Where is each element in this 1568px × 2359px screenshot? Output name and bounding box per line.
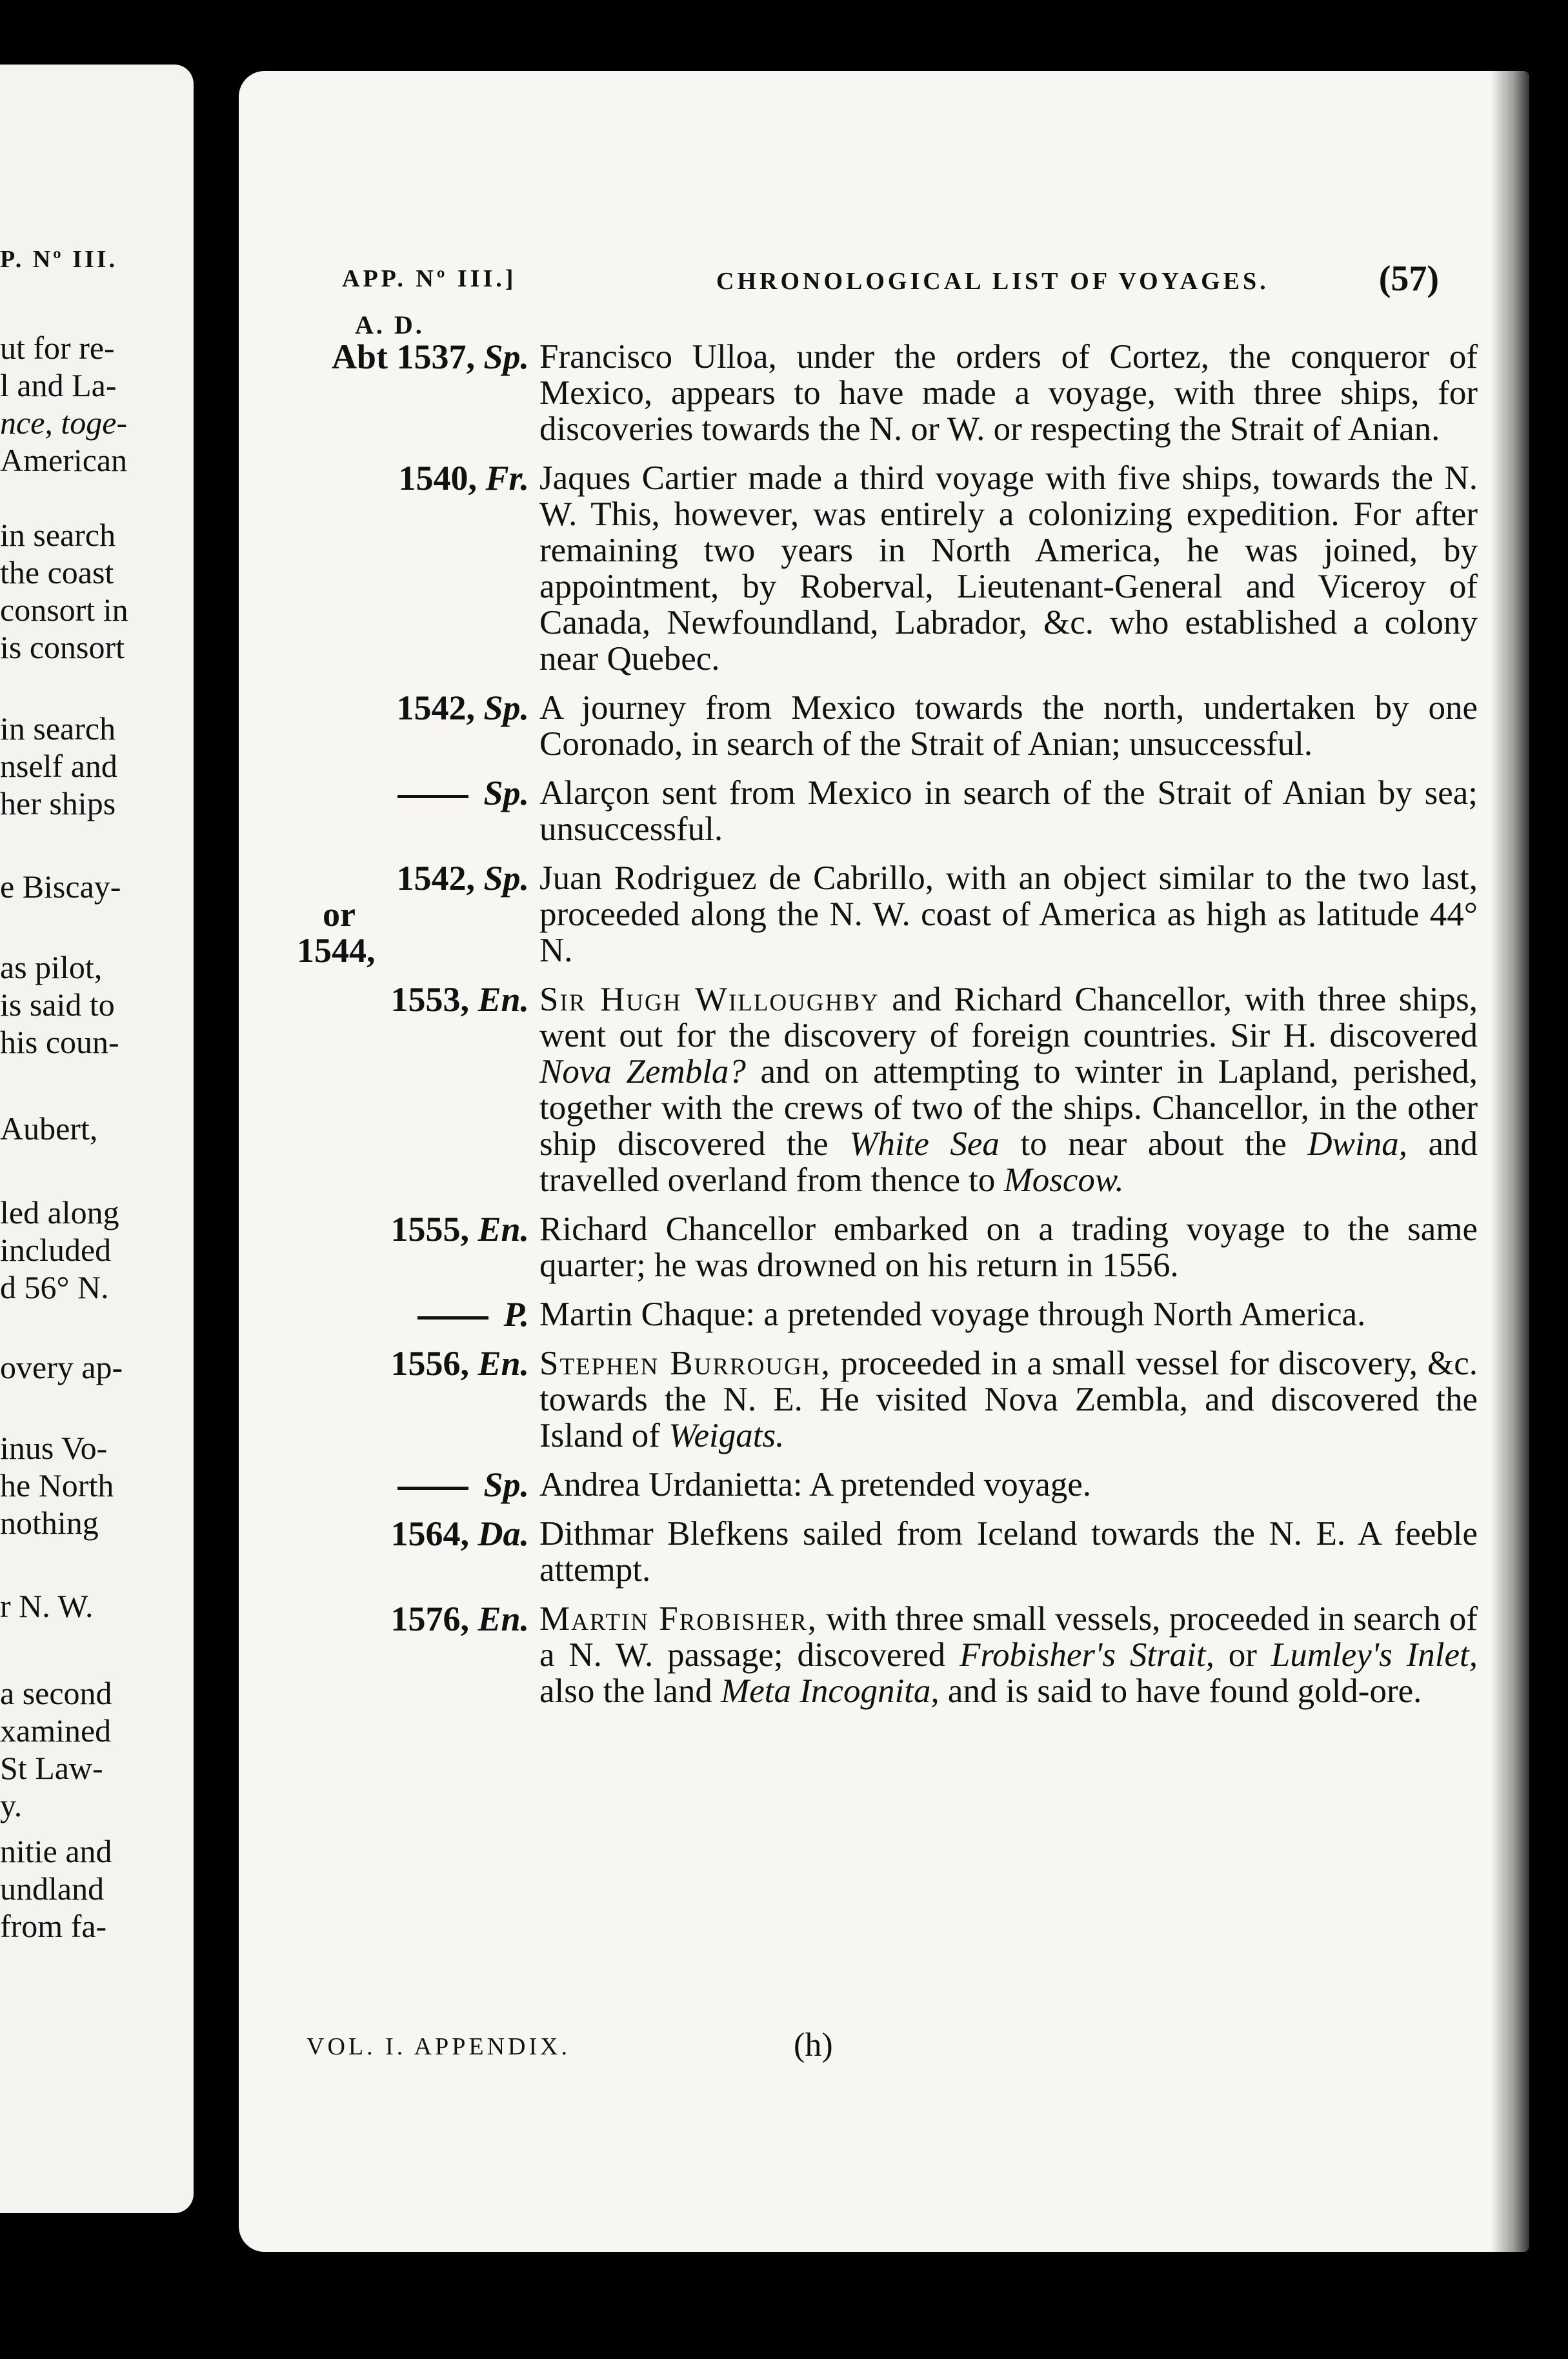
left-page-line: is said to (0, 987, 115, 1023)
entry-text-part: proceeded in a small vessel for discovery, &c. towards the N. E. He visited Nova Zembla, and discovered the Island of (539, 1345, 1478, 1454)
left-page-line: he North (0, 1467, 114, 1503)
entry-year: 1553, (390, 980, 469, 1019)
entry-date (297, 690, 539, 726)
entry-date (297, 860, 539, 969)
voyage-entry (297, 690, 1478, 762)
voyage-entry (297, 1467, 1478, 1503)
left-page-line: overy ap- (0, 1349, 123, 1385)
running-header (342, 258, 1439, 310)
voyage-entry (297, 981, 1478, 1198)
left-page-line: d 56° N. (0, 1269, 109, 1305)
entry-place: Nova Zembla? (539, 1053, 746, 1090)
main-page (239, 71, 1529, 2252)
left-page-fragment (0, 65, 194, 2213)
page-edge (1491, 71, 1529, 2252)
left-page-line: led along (0, 1194, 119, 1230)
entry-date (297, 775, 539, 811)
left-page-line: nce, toge- (0, 405, 128, 441)
entry-text: Dithmar Blefkens sailed from Iceland towards the N. E. A feeble attempt. (539, 1515, 1478, 1589)
entry-nation: Sp. (483, 688, 529, 727)
entry-text-part: and on attempting to winter in Lapland, perished, together with the crews of two of the ships. Chancellor, in the other ship discovered the (539, 1053, 1478, 1163)
left-page-line: undland (0, 1871, 105, 1907)
ditto-dash (397, 1487, 468, 1490)
left-page-line: consort in (0, 592, 128, 628)
entry-date (297, 1467, 539, 1503)
entry-text: A journey from Mexico towards the north, undertaken by one Coronado, in search of the Strait of Anian; unsuccessful. (539, 689, 1478, 763)
entry-person: Stephen Burrough, (539, 1345, 831, 1382)
left-page-line: St Law- (0, 1750, 103, 1786)
entry-text: Francisco Ulloa, under the orders of Cortez, the conqueror of Mexico, appears to have made a voyage, with three ships, for discoveries towards the N. or W. or respecting the Strait of Anian. (539, 338, 1478, 448)
voyage-entry (297, 1601, 1478, 1709)
voyage-entry (297, 1211, 1478, 1283)
entry-date (297, 1211, 539, 1247)
entry-text: Alarçon sent from Mexico in search of the Strait of Anian by sea; unsuccessful. (539, 774, 1478, 848)
entry-text-part: to near about the (999, 1125, 1308, 1163)
entry-text-part: also the land (539, 1672, 721, 1710)
entry-year-alt: 1544, (297, 931, 376, 970)
left-page-line: his coun- (0, 1024, 119, 1060)
entry-nation: Sp. (483, 774, 529, 812)
entry-year: 1542, (396, 688, 475, 727)
entry-place: Moscow. (1003, 1161, 1124, 1199)
appendix-label: APP. Nº III.] (342, 265, 517, 292)
left-page-line: ut for re- (0, 330, 115, 366)
entry-or: or (323, 895, 356, 934)
entry-text-part: and travelled overland from thence to (539, 1125, 1478, 1199)
entry-text: Jaques Cartier made a third voyage with five ships, towards the N. W. This, however, was entirely a colonizing expedition. For after remaining two years in North America, he was joined, by appointment, by Roberval, Lieutenant-General and Viceroy of Canada, Newfoundland, Labrador, &c. who established a colony near Quebec. (539, 459, 1478, 678)
entry-nation: En. (477, 980, 529, 1019)
signature-mark: (h) (794, 2027, 833, 2063)
entry-date (297, 460, 539, 496)
entry-text (539, 1345, 1478, 1454)
entry-year: 1542, (396, 859, 475, 898)
entry-nation: P. (503, 1295, 529, 1334)
entry-year: 1576, (390, 1600, 469, 1638)
entry-text-part: and Richard Chancellor, with three ships, went out for the discovery of foreign countries. Sir H. discovered (539, 981, 1478, 1054)
entry-year: 1540, (398, 459, 477, 497)
voyage-entry (297, 1345, 1478, 1454)
left-page-line: r N. W. (0, 1588, 94, 1624)
page-title: CHRONOLOGICAL LIST OF VOYAGES. (716, 268, 1269, 295)
left-page-line: e Biscay- (0, 868, 121, 905)
entry-place: Weigats. (668, 1417, 785, 1454)
left-page-line: in search (0, 710, 116, 747)
entry-nation: En. (477, 1600, 529, 1638)
left-page-header: P. Nº III. (0, 246, 118, 273)
entry-text-part: with three small vessels, proceeded in search of a N. W. passage; discovered (539, 1600, 1478, 1674)
entry-text (539, 1601, 1478, 1709)
ditto-dash (417, 1316, 488, 1320)
entry-place: White Sea (849, 1125, 1000, 1163)
entry-year: 1555, (390, 1210, 469, 1249)
entry-text: Andrea Urdanietta: A pretended voyage. (539, 1466, 1092, 1503)
voyage-entry (297, 1516, 1478, 1588)
entry-text-part: or (1214, 1636, 1271, 1674)
left-page-line: nitie and (0, 1833, 112, 1869)
voyage-entry (297, 860, 1478, 969)
entry-date (297, 1296, 539, 1332)
left-page-line: inus Vo- (0, 1430, 108, 1466)
voyage-entry (297, 775, 1478, 847)
voyage-entry (297, 1296, 1478, 1332)
left-page-line: American (0, 442, 128, 478)
left-page-line: a second (0, 1675, 112, 1711)
left-page-line: Aubert, (0, 1110, 98, 1147)
entry-date (297, 981, 539, 1018)
left-page-line: from fa- (0, 1908, 107, 1944)
ditto-dash (397, 795, 468, 798)
entry-date (297, 1345, 539, 1381)
entry-nation: Sp. (483, 337, 529, 376)
page-number: (57) (1378, 259, 1439, 299)
left-page-line: xamined (0, 1712, 112, 1749)
entry-nation: Sp. (483, 1465, 529, 1504)
voyage-list (297, 339, 1478, 1722)
entry-date (297, 1601, 539, 1637)
left-page-line: in search (0, 517, 116, 553)
entry-nation: Sp. (483, 859, 529, 898)
left-page-line: l and La- (0, 367, 117, 403)
entry-nation: En. (477, 1210, 529, 1249)
left-page-line: her ships (0, 785, 116, 821)
entry-text-part: and is said to have found gold-ore. (939, 1672, 1422, 1710)
voyage-entry (297, 460, 1478, 677)
left-page-line: included (0, 1232, 112, 1268)
entry-year: Abt 1537, (331, 337, 475, 376)
entry-person: Sir Hugh Willoughby (539, 981, 879, 1018)
left-page-line: the coast (0, 554, 114, 590)
left-page-line: as pilot, (0, 949, 103, 985)
entry-place: Frobisher's Strait, (959, 1636, 1214, 1674)
entry-person: Martin Frobisher, (539, 1600, 818, 1638)
entry-date (297, 1516, 539, 1552)
entry-place: Lumley's Inlet, (1271, 1636, 1478, 1674)
entry-year: 1564, (390, 1514, 469, 1553)
voyage-entry (297, 339, 1478, 447)
entry-text: Martin Chaque: a pretended voyage through North America. (539, 1296, 1366, 1333)
entry-text: Richard Chancellor embarked on a trading voyage to the same quarter; he was drowned on his return in 1556. (539, 1210, 1478, 1284)
entry-nation: En. (477, 1344, 529, 1383)
entry-nation: Da. (477, 1514, 529, 1553)
anno-domini-label: A. D. (355, 310, 425, 339)
entry-date (297, 339, 539, 375)
left-page-line: is consort (0, 629, 125, 665)
left-page-line: y. (0, 1787, 23, 1823)
entry-place: Dwina, (1307, 1125, 1407, 1163)
volume-footer: VOL. I. APPENDIX. (307, 2033, 571, 2060)
entry-text (539, 981, 1478, 1198)
left-page-line: nothing (0, 1505, 99, 1541)
entry-year: 1556, (390, 1344, 469, 1383)
entry-place: Meta Incognita, (721, 1672, 940, 1710)
left-page-line: nself and (0, 748, 117, 784)
entry-nation: Fr. (485, 459, 529, 497)
entry-text: Juan Rodriguez de Cabrillo, with an object similar to the two last, proceeded along the N. W. coast of America as high as latitude 44° N. (539, 859, 1478, 969)
